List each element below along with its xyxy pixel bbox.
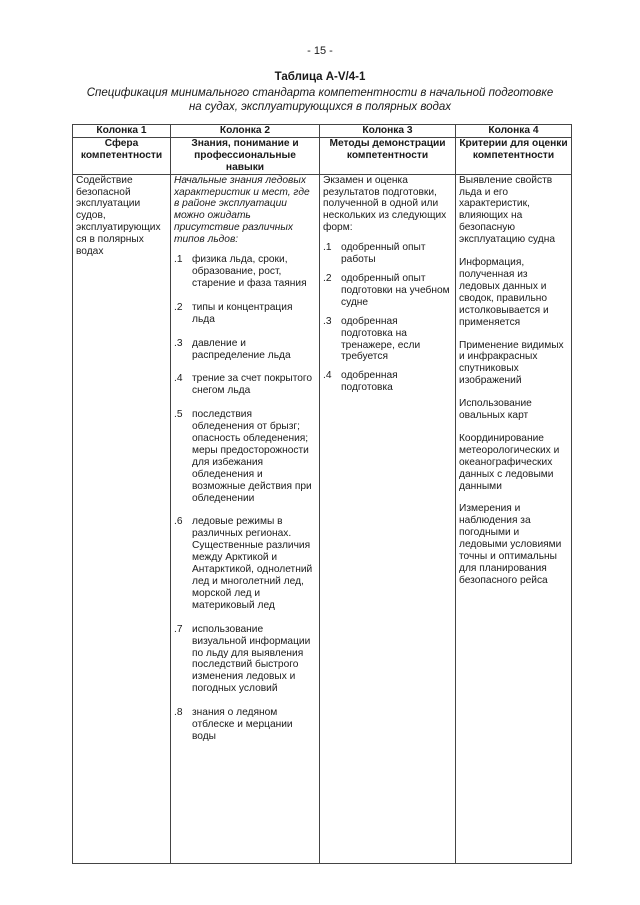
subheader-knowledge: Знания, понимание и профессиональные навыки	[171, 137, 320, 174]
item-number: .1	[323, 242, 332, 254]
item-number: .4	[323, 370, 332, 382]
knowledge-item	[174, 707, 316, 743]
knowledge-item	[174, 373, 316, 397]
subheader-competence: Сфера компетентности	[73, 137, 171, 174]
column-header-2: Колонка 2	[171, 125, 320, 138]
item-text: одобренная подготовка на тренажере, если требуется	[341, 315, 421, 363]
column-header-3: Колонка 3	[320, 125, 456, 138]
competence-cell	[73, 174, 171, 863]
item-text: давление и распределение льда	[192, 337, 291, 361]
subheader-criteria: Критерии для оценки компетентности	[456, 137, 572, 174]
item-number: .3	[323, 315, 332, 327]
subheader-row	[73, 137, 572, 174]
competence-text: Содействие безопасной эксплуатации судов, эксплуатирующих ся в полярных водах	[76, 174, 161, 258]
method-item	[323, 316, 452, 364]
item-text: типы и концентрация льда	[192, 301, 293, 325]
knowledge-item	[174, 338, 316, 362]
method-item	[323, 273, 452, 309]
item-text: ледовые режимы в различных регионах. Существенные различия между Арктикой и Антарктикой, однолетний лед и многолетний лед, морской лед и материковый лед	[192, 516, 313, 611]
criteria-item: Информация, полученная из ледовых данных и сводок, правильно истолковывается и применяется	[459, 257, 549, 328]
knowledge-item	[174, 624, 316, 695]
knowledge-intro: Начальные знания ледовых характеристик и мест, где в районе эксплуатации можно ожидать присутствие различных типов льдов:	[174, 174, 310, 246]
item-text: одобренный опыт подготовки на учебном судне	[341, 272, 450, 308]
item-number: .8	[174, 707, 183, 719]
method-item	[323, 242, 452, 266]
knowledge-cell	[171, 174, 320, 863]
item-text: трение за счет покрытого снегом льда	[192, 373, 313, 397]
subheader-methods: Методы демонстрации компетентности	[320, 137, 456, 174]
criteria-item: Выявление свойств льда и его характеристик, влияющих на безопасную эксплуатацию судна	[459, 174, 556, 246]
item-number: .2	[323, 272, 332, 284]
criteria-item: Координирование метеорологических и океанографических данных с ледовыми данными	[459, 432, 560, 492]
item-number: .1	[174, 254, 183, 266]
methods-intro: Экзамен и оценка результатов подготовки, полученной в одной или нескольких из следующих форм:	[323, 174, 447, 234]
criteria-item: Применение видимых и инфракрасных спутниковых изображений	[459, 339, 564, 387]
column-header-row	[73, 125, 572, 138]
knowledge-item	[174, 409, 316, 504]
knowledge-item	[174, 516, 316, 611]
knowledge-item	[174, 254, 316, 290]
item-text: одобренный опыт работы	[341, 242, 426, 266]
competence-table	[72, 124, 572, 864]
item-number: .3	[174, 337, 183, 349]
item-number: .4	[174, 373, 183, 385]
criteria-item: Использование овальных карт	[459, 398, 532, 422]
methods-cell	[320, 174, 456, 863]
item-text: использование визуальной информации по льду для выявления последствий быстрого изменения ледовых и погодных условий	[192, 623, 311, 695]
criteria-cell	[456, 174, 572, 863]
column-header-4: Колонка 4	[456, 125, 572, 138]
item-number: .2	[174, 301, 183, 313]
item-number: .6	[174, 516, 183, 528]
item-text: последствия обледенения от брызг; опасность обледенения; меры предосторожности для избежания обледенения и возможные действия при обледенении	[192, 409, 312, 504]
knowledge-item	[174, 302, 316, 326]
content-row	[73, 174, 572, 863]
page-number: - 15 -	[307, 45, 333, 57]
item-text: одобренная подготовка	[341, 370, 398, 394]
method-item	[323, 370, 452, 394]
item-number: .7	[174, 623, 183, 635]
item-text: знания о ледяном отблеске и мерцании воды	[192, 707, 293, 742]
item-number: .5	[174, 409, 183, 421]
table-subtitle: Спецификация минимального стандарта компетентности в начальной подготовке на судах, эксплуатирующихся в полярных водах	[86, 87, 554, 113]
column-header-1: Колонка 1	[73, 125, 171, 138]
criteria-item: Измерения и наблюдения за погодными и ледовыми условиями точны и оптимальны для планирования безопасного рейса	[459, 503, 562, 586]
item-text: физика льда, сроки, образование, рост, старение и фаза таяния	[192, 254, 307, 289]
table-title: Таблица A-V/4-1	[274, 71, 366, 83]
